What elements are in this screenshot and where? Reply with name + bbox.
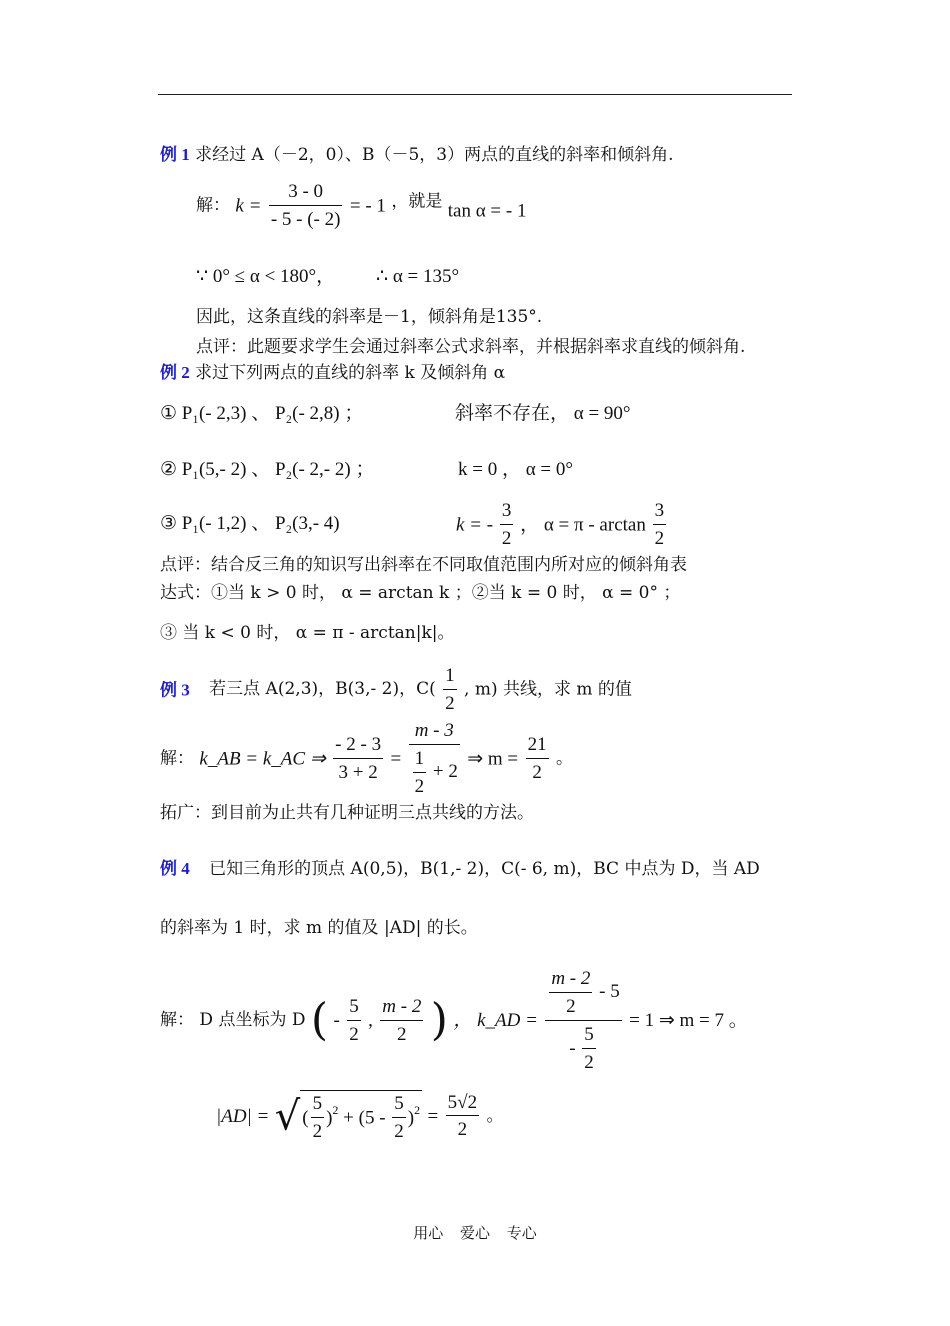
- ex4-radicand: ( $\frac{5}{2}$ )$^2$ + (5 - $\frac{5}{2}$ )$^2$: [300, 1090, 422, 1143]
- ex4-kad-num-frac: [549, 968, 592, 1018]
- ex1-slope-fraction: [269, 181, 343, 231]
- ex4-sq2-num: 5: [392, 1093, 406, 1118]
- ex4-d-x-den: 2: [349, 1023, 359, 1045]
- ex4-ad-length-line: [216, 1090, 504, 1143]
- ex4-label: 例 4: [160, 859, 190, 878]
- ex4-end: 。: [486, 1105, 504, 1126]
- ex1-therefore: ∴ α = 135°: [376, 266, 460, 287]
- ex1-problem-line: [160, 146, 674, 164]
- ex3-frac2-inner-frac: [413, 748, 427, 798]
- ex4-problem-line1: [160, 860, 760, 878]
- ex4-kad-frac-num: [545, 968, 621, 1021]
- ex2-label: 例 2: [160, 363, 190, 382]
- ex4-solution-label: 解：: [160, 1010, 194, 1031]
- ex3-frac2-den-tail: + 2: [432, 761, 458, 783]
- ex2-case2-points: ② P₁(5,- 2) 、 P₂(- 2,- 2) ；: [160, 459, 375, 480]
- ex4-kad-frac: [545, 968, 621, 1073]
- ex1-comment: 点评：此题要求学生会通过斜率公式求斜率，并根据斜率求直线的倾斜角.: [196, 337, 746, 357]
- ex1-conclusion: 因此，这条直线的斜率是－1，倾斜角是135°.: [196, 307, 543, 327]
- ex4-problem1: 已知三角形的顶点 A(0,5)，B(1,- 2)，C(- 6, m)，BC 中点为 D，当 AD: [209, 859, 760, 879]
- ex2-comment-line3: ③ 当 k < 0 时， α = π - arctan|k|。: [160, 623, 455, 643]
- ex3-frac2-inner-num: 1: [413, 748, 427, 773]
- ex4-sqrt: [275, 1090, 422, 1143]
- ex2-comment-line2: 达式：①当 k > 0 时， α = arctan k ；②当 k = 0 时， α = 0° ；: [160, 583, 681, 603]
- ex2-case3-mid: ， α = π - arctan: [520, 514, 646, 536]
- ex4-d-x-frac: [347, 996, 361, 1046]
- ex2-comment-line1: 点评：结合反三角的知识写出斜率在不同取值范围内所对应的倾斜角表: [160, 555, 687, 575]
- ex4-d-y-num: m - 2: [380, 996, 423, 1021]
- ex4-ad-result-den: 2: [457, 1119, 468, 1141]
- ex4-d-x-minus: -: [333, 1010, 340, 1032]
- ex3-frac3: [526, 734, 549, 784]
- header-rule: [158, 94, 792, 95]
- ex1-solution-label: 解：: [196, 195, 230, 216]
- ex2-case3-frac1-num: 3: [500, 500, 514, 525]
- ex4-sq1-frac: [311, 1093, 325, 1143]
- ex1-after-frac: = - 1: [349, 195, 386, 217]
- ex4-sq1-den: 2: [312, 1120, 323, 1142]
- ex4-kad-result: = 1 ⇒ m = 7 。: [629, 1010, 748, 1032]
- ex2-case2-result: k = 0 ， α = 0°: [458, 459, 573, 480]
- ex4-ad-len: |AD| =: [216, 1105, 270, 1127]
- ex2-problem-line: [160, 364, 505, 382]
- ex2-case3-points: ③ P₁(- 1,2) 、 P₂(3,- 4): [160, 513, 340, 534]
- ex1-tan: tan α = - 1: [447, 200, 527, 222]
- ex4-left-paren: (: [310, 994, 329, 1046]
- page-footer: 用心 爱心 专心: [413, 1224, 537, 1242]
- ex3-problem-frac-num: 1: [443, 665, 457, 690]
- ex3-solution-label: 解：: [160, 748, 194, 769]
- ex4-d-y-frac: [380, 996, 423, 1046]
- ex4-kad-den-frac-den: 2: [584, 1051, 594, 1073]
- ex2-case3-frac2-num: 3: [653, 500, 667, 525]
- ex3-frac3-num: 21: [526, 734, 549, 759]
- ex3-extension: 拓广：到目前为止共有几种证明三点共线的方法。: [160, 803, 534, 823]
- ex3-problem-b: , m) 共线，求 m 的值: [464, 679, 632, 700]
- ex2-problem: 求过下列两点的直线的斜率 k 及倾斜角 α: [195, 363, 506, 383]
- ex4-right-paren: ): [430, 994, 448, 1046]
- ex1-solution-line: [196, 181, 526, 231]
- ex3-k-eq: k_AB = k_AC ⇒: [199, 748, 326, 770]
- ex2-case3-frac1: [500, 500, 514, 550]
- ex4-sq2-frac: [392, 1093, 406, 1143]
- ex4-ad-result-num: 5√2: [446, 1092, 479, 1117]
- ex2-case3-frac2: [653, 500, 667, 550]
- ex3-frac2-den: [409, 745, 460, 798]
- ex2-case3-frac1-den: 2: [501, 527, 512, 549]
- ex3-frac3-den: 2: [532, 761, 542, 783]
- ex3-frac1-den: 3 + 2: [338, 761, 378, 783]
- ex3-frac1: [333, 734, 383, 784]
- ex1-k-eq: k =: [235, 195, 262, 217]
- ex4-kad: ， k_AD =: [453, 1010, 538, 1032]
- ex4-kad-num-frac-num: m - 2: [549, 968, 592, 993]
- ex3-frac1-num: - 2 - 3: [333, 734, 383, 759]
- ex1-that-is: ，就是: [391, 191, 443, 212]
- ex1-label: 例 1: [160, 145, 190, 164]
- ex4-sq2-den: 2: [394, 1120, 404, 1142]
- ex4-radical-sign: √: [274, 1093, 301, 1140]
- ex1-because: ∵ 0° ≤ α < 180°，: [196, 266, 336, 287]
- ex4-solution-line: [160, 968, 748, 1073]
- ex3-eq: =: [390, 748, 402, 770]
- ex2-case3-result: [456, 500, 668, 550]
- ex4-kad-num-frac-den: 2: [566, 995, 576, 1017]
- ex4-d-x-num: 5: [347, 996, 361, 1021]
- ex3-problem-a: 若三点 A(2,3)，B(3,- 2)，C(: [209, 679, 436, 700]
- ex4-d-coord: D 点坐标为 D: [199, 1010, 306, 1031]
- ex3-frac2: [409, 720, 460, 798]
- ex3-frac2-inner-den: 2: [414, 775, 425, 797]
- ex4-kad-frac-den: [545, 1021, 621, 1074]
- ex3-frac2-num: m - 3: [409, 720, 460, 745]
- ex4-kad-den-frac: [582, 1024, 596, 1074]
- ex4-ad-eq: =: [427, 1105, 439, 1127]
- ex1-frac-num: 3 - 0: [269, 181, 343, 206]
- ex3-problem-line: [160, 665, 632, 715]
- ex3-problem-frac-den: 2: [445, 692, 455, 714]
- ex2-case1-points: ① P₁(- 2,3) 、 P₂(- 2,8) ；: [160, 403, 364, 424]
- ex4-ad-result-frac: [446, 1092, 479, 1142]
- ex2-case3-k: k = -: [456, 514, 494, 536]
- ex4-d-comma: ,: [368, 1010, 373, 1032]
- ex4-sq1-num: 5: [311, 1093, 325, 1118]
- ex2-case3-frac2-den: 2: [654, 527, 665, 549]
- ex3-problem-frac: [443, 665, 457, 715]
- ex4-kad-den-frac-num: 5: [582, 1024, 596, 1049]
- ex2-case1-result: 斜率不存在， α = 90°: [455, 403, 631, 424]
- ex4-d-y-den: 2: [397, 1023, 407, 1045]
- ex3-implies: ⇒ m =: [467, 748, 519, 770]
- ex3-label: 例 3: [160, 680, 190, 700]
- ex1-frac-den: - 5 - (- 2): [270, 208, 341, 230]
- ex4-problem-line2: 的斜率为 1 时，求 m 的值及 |AD| 的长。: [160, 918, 478, 938]
- ex3-solution-line: [160, 720, 573, 798]
- ex4-kad-num-tail: - 5: [599, 981, 620, 1003]
- ex4-kad-den-minus: -: [569, 1037, 576, 1059]
- ex3-end: 。: [555, 748, 573, 769]
- ex1-problem: 求经过 A（－2，0）、B（－5，3）两点的直线的斜率和倾斜角.: [195, 145, 674, 165]
